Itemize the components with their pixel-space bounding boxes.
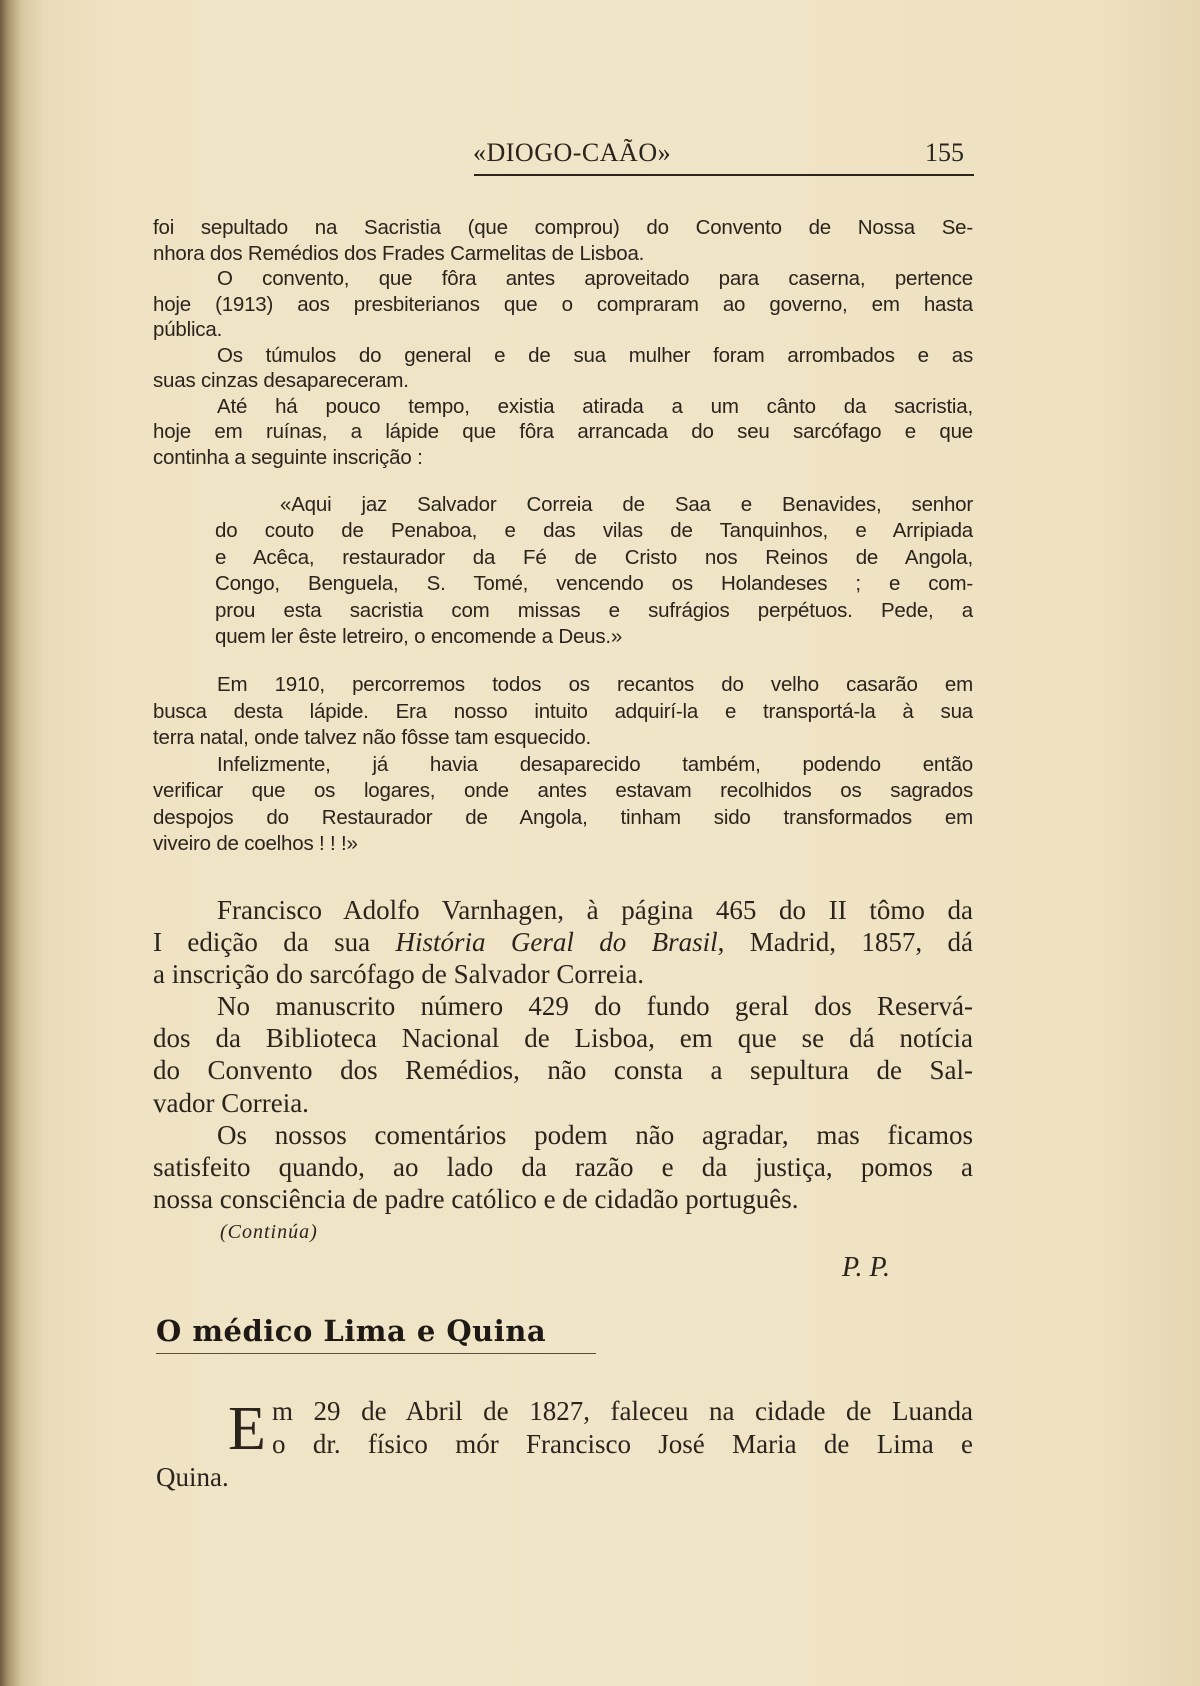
inscription-line: do couto de Penaboa, e das vilas de Tanquinhos, e Arripiada — [215, 519, 973, 543]
search-1910-paragraphs — [153, 672, 973, 858]
heading-rule — [156, 1353, 596, 1354]
text-line: nhora dos Remédios dos Frades Carmelitas de Lisboa. — [153, 241, 645, 265]
page-number: 155 — [925, 138, 964, 167]
text-line: O convento, que fôra antes aproveitado para caserna, pertence — [217, 267, 973, 290]
book-title: História Geral do Brasil — [395, 927, 718, 958]
text-line: Os túmulos do general e de sua mulher foram arrombados e as — [217, 343, 973, 367]
section-heading: O médico Lima e Quina — [156, 1314, 547, 1348]
text-line: busca desta lápide. Era nosso intuito adquirí-la e transportá-la à sua — [153, 699, 973, 723]
text-line: vador Correia. — [153, 1087, 309, 1118]
inscription-line: «Aqui jaz Salvador Correia de Saa e Benavides, senhor — [280, 493, 973, 516]
section-paragraph — [156, 1395, 973, 1494]
text-line: Quina. — [156, 1462, 229, 1492]
text-line: o dr. físico mór Francisco José Maria de Lima e — [272, 1429, 973, 1459]
text-line: Em 1910, percorremos todos os recantos do velho casarão em — [217, 673, 973, 696]
author-signature: P. P. — [842, 1252, 890, 1283]
text-line: foi sepultado na Sacristia (que comprou) do Convento de Nossa Se- — [153, 216, 973, 239]
text-line: I edição da sua História Geral do Brasil, Madrid, 1857, dá — [153, 927, 973, 958]
opening-paragraphs — [153, 215, 973, 470]
text-line: satisfeito quando, ao lado da razão e da justiça, pomos a — [153, 1151, 973, 1182]
text-line: No manuscrito número 429 do fundo geral dos Reservá- — [217, 991, 973, 1022]
text-line: do Convento dos Remédios, não consta a sepultura de Sal- — [153, 1055, 973, 1086]
text-line: despojos do Restaurador de Angola, tinham sido transformados em — [153, 805, 973, 829]
text-line: a inscrição do sarcófago de Salvador Correia. — [153, 959, 645, 990]
inscription-line: quem ler êste letreiro, o encomende a Deus.» — [215, 625, 623, 649]
inscription-line: Congo, Benguela, S. Tomé, vencendo os Holandeses ; e com- — [215, 572, 973, 596]
text-line: terra natal, onde talvez não fôsse tam esquecido. — [153, 726, 592, 749]
text-line: dos da Biblioteca Nacional de Lisboa, em que se dá notícia — [153, 1023, 973, 1054]
text-line: verificar que os logares, onde antes estavam recolhidos os sagrados — [153, 779, 973, 802]
continued-note: (Continúa) — [220, 1221, 318, 1243]
commentary-paragraphs — [153, 894, 973, 1215]
drop-cap: E — [228, 1395, 266, 1463]
text-line: hoje em ruínas, a lápide que fôra arrancada do seu sarcófago e que — [153, 420, 973, 443]
text-line: continha a seguinte inscrição : — [153, 445, 423, 469]
inscription-quote — [215, 492, 973, 650]
text-line: suas cinzas desapareceram. — [153, 369, 409, 392]
running-header-title: «DIOGO-CAÃO» — [473, 138, 672, 167]
text-line: Francisco Adolfo Varnhagen, à página 465 do II tômo da — [217, 895, 973, 925]
inscription-line: e Acêca, restaurador da Fé de Cristo nos Reinos de Angola, — [215, 545, 973, 569]
text-line: pública. — [153, 318, 223, 341]
text-line: hoje (1913) aos presbiterianos que o compraram ao governo, em hasta — [153, 292, 973, 316]
inscription-line: prou esta sacristia com missas e sufrágios perpétuos. Pede, a — [215, 598, 973, 622]
text-line: m 29 de Abril de 1827, faleceu na cidade de Luanda — [272, 1396, 973, 1426]
text-line: Infelizmente, já havia desaparecido também, podendo então — [217, 752, 973, 776]
text-line: viveiro de coelhos ! ! !» — [153, 832, 358, 855]
text-line: Os nossos comentários podem não agradar, mas ficamos — [217, 1119, 973, 1150]
text-line: nossa consciência de padre católico e de cidadão português. — [153, 1183, 799, 1214]
header-rule — [474, 174, 974, 176]
text-line: Até há pouco tempo, existia atirada a um cânto da sacristia, — [217, 394, 973, 418]
